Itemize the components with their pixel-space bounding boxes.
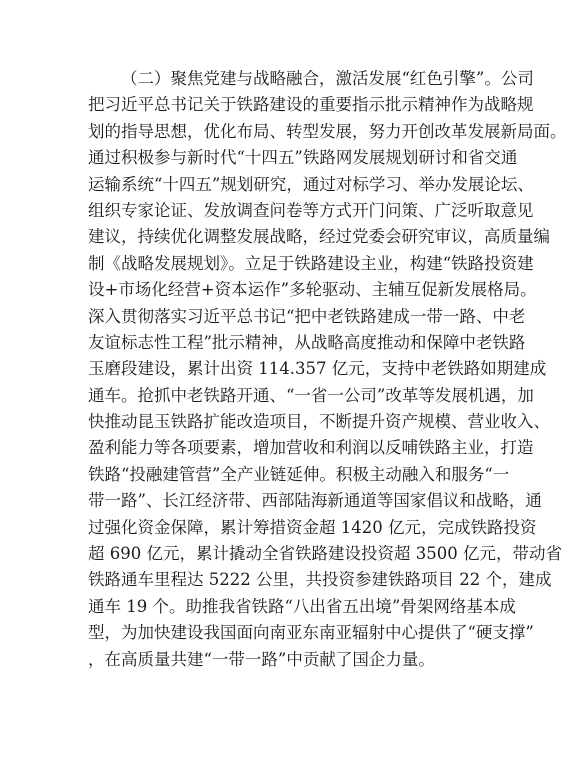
body-paragraph <box>88 66 567 673</box>
text-line: 超 690 亿元，累计撬动全省铁路建设投资超 3500 亿元，带动省 <box>88 544 562 564</box>
text-line: 友谊标志性工程”批示精神，从战略高度推动和保障中老铁路 <box>88 332 526 352</box>
text-line: 建议，持续优化调整发展战略，经过党委会研究审议，高质量编 <box>88 227 550 247</box>
text-line: 设+市场化经营+资本运作”多轮驱动、主辅互促新发展格局。 <box>88 280 537 300</box>
text-line: 铁路通车里程达 5222 公里，共投资参建铁路项目 22 个，建成 <box>88 570 552 590</box>
text-line: ，在高质量共建“一带一路”中贡献了国企力量。 <box>88 649 435 669</box>
text-line: 通过积极参与新时代“十四五”铁路网发展规划研讨和省交通 <box>88 148 518 168</box>
text-line: 带一路”、长江经济带、西部陆海新通道等国家倡议和战略，通 <box>88 491 542 511</box>
text-line: （二）聚焦党建与战略融合，激活发展“红色引擎”。公司 <box>121 69 534 88</box>
text-line: 运输系统“十四五”规划研究，通过对标学习、举办发展论坛、 <box>88 174 534 194</box>
text-line: 深入贯彻落实习近平总书记“把中老铁路建成一带一路、中老 <box>88 306 526 326</box>
text-line: 铁路“投融建管营”全产业链延伸。积极主动融入和服务“一 <box>88 464 510 484</box>
text-line: 型，为加快建设我国面向南亚东南亚辐射中心提供了“硬支撑” <box>88 623 534 643</box>
text-line: 通车。抢抓中老铁路开通、“一省一公司”改革等发展机遇，加 <box>88 385 534 405</box>
text-line: 组织专家论证、发放调查问卷等方式开门问策、广泛听取意见 <box>88 200 534 220</box>
text-line: 通车 19 个。助推我省铁路“八出省五出境”骨架网络基本成 <box>88 596 516 616</box>
text-line: 玉磨段建设，累计出资 114.357 亿元，支持中老铁路如期建成 <box>88 359 547 379</box>
text-line: 盈利能力等各项要素，增加营收和利润以反哺铁路主业，打造 <box>88 438 534 458</box>
text-line: 快推动昆玉铁路扩能改造项目，不断提升资产规模、营业收入、 <box>88 412 550 432</box>
text-line: 过强化资金保障，累计筹措资金超 1420 亿元，完成铁路投资 <box>88 517 537 537</box>
text-line: 制《战略发展规划》。立足于铁路建设主业，构建“铁路投资建 <box>88 253 534 273</box>
text-line: 把习近平总书记关于铁路建设的重要指示批示精神作为战略规 <box>88 95 534 115</box>
text-line: 划的指导思想，优化布局、转型发展，努力开创改革发展新局面。 <box>88 121 567 141</box>
